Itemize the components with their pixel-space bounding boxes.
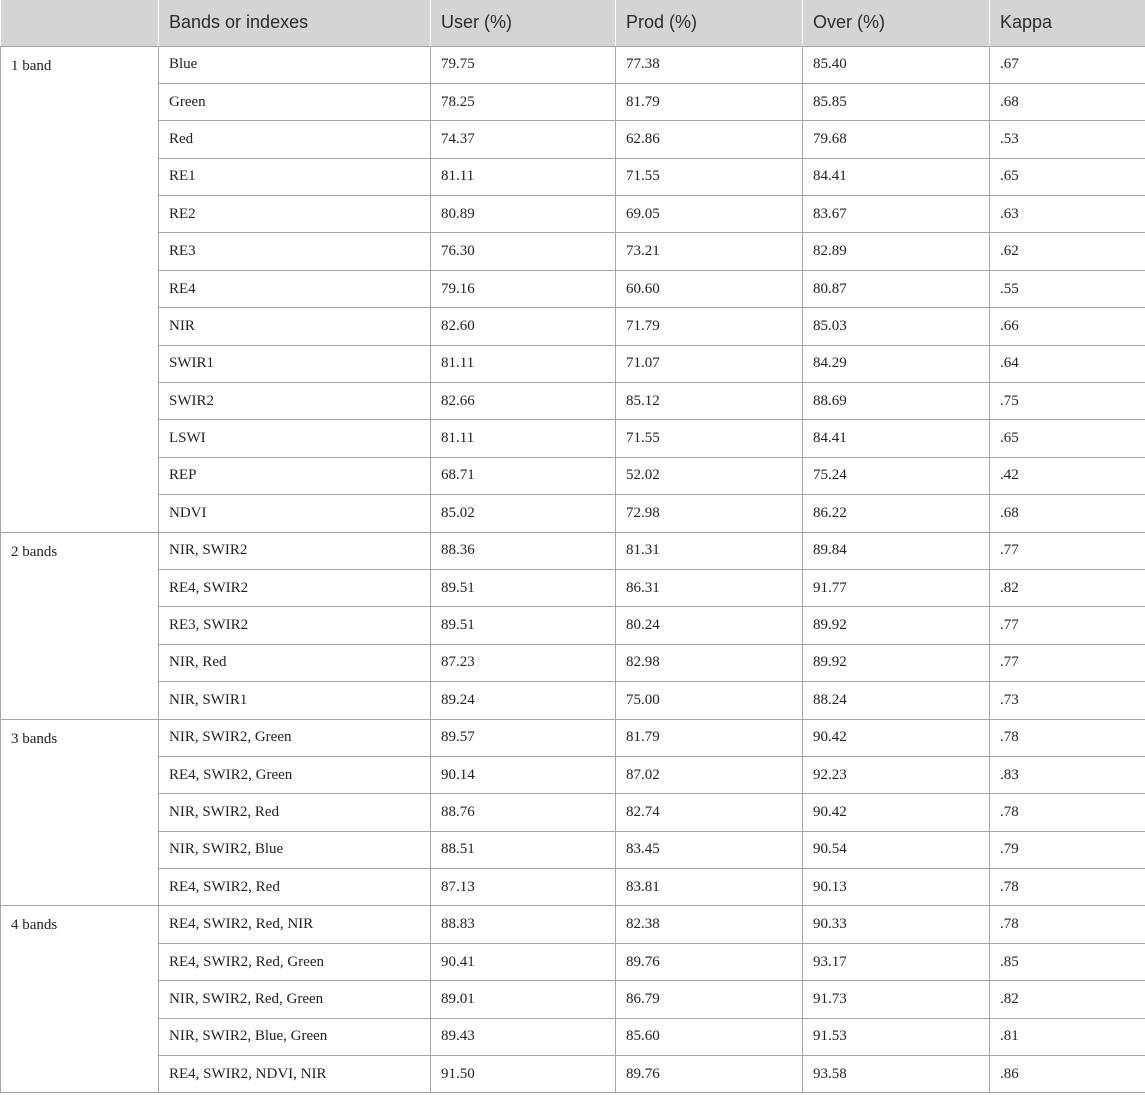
band-cell: NIR, SWIR2, Blue: [159, 831, 431, 868]
header-user: User (%): [431, 0, 616, 46]
kappa-cell: .66: [990, 308, 1145, 345]
prod-cell: 82.98: [616, 644, 803, 681]
over-cell: 90.54: [803, 831, 990, 868]
band-cell: RE4: [159, 270, 431, 307]
prod-cell: 81.79: [616, 719, 803, 756]
user-cell: 80.89: [431, 196, 616, 233]
prod-cell: 71.07: [616, 345, 803, 382]
header-bands: Bands or indexes: [159, 0, 431, 46]
user-cell: 89.51: [431, 607, 616, 644]
table-row: [1, 1056, 1145, 1093]
table-row: [1, 943, 1145, 980]
table-row: [1, 682, 1145, 719]
prod-cell: 82.74: [616, 794, 803, 831]
kappa-cell: .79: [990, 831, 1145, 868]
over-cell: 90.33: [803, 906, 990, 943]
band-cell: NIR, SWIR2, Red: [159, 794, 431, 831]
over-cell: 91.77: [803, 569, 990, 606]
table-row: [1, 644, 1145, 681]
table-row: [1, 831, 1145, 868]
prod-cell: 86.31: [616, 569, 803, 606]
user-cell: 89.57: [431, 719, 616, 756]
over-cell: 90.42: [803, 794, 990, 831]
band-cell: RE4, SWIR2, Red, Green: [159, 943, 431, 980]
user-cell: 90.14: [431, 756, 616, 793]
kappa-cell: .78: [990, 869, 1145, 906]
kappa-cell: .55: [990, 270, 1145, 307]
kappa-cell: .82: [990, 569, 1145, 606]
user-cell: 78.25: [431, 83, 616, 120]
kappa-cell: .53: [990, 121, 1145, 158]
group-label-cell: 2 bands: [1, 532, 159, 719]
table-row: [1, 345, 1145, 382]
user-cell: 81.11: [431, 158, 616, 195]
table-row: [1, 569, 1145, 606]
table-row: [1, 794, 1145, 831]
kappa-cell: .82: [990, 981, 1145, 1018]
prod-cell: 62.86: [616, 121, 803, 158]
over-cell: 93.17: [803, 943, 990, 980]
prod-cell: 85.12: [616, 383, 803, 420]
band-cell: Blue: [159, 46, 431, 83]
table-row: [1, 906, 1145, 943]
kappa-cell: .42: [990, 457, 1145, 494]
kappa-cell: .86: [990, 1056, 1145, 1093]
table-row: [1, 756, 1145, 793]
band-cell: RE3, SWIR2: [159, 607, 431, 644]
band-cell: RE4, SWIR2: [159, 569, 431, 606]
band-cell: REP: [159, 457, 431, 494]
over-cell: 90.13: [803, 869, 990, 906]
prod-cell: 60.60: [616, 270, 803, 307]
table-row: [1, 1018, 1145, 1055]
over-cell: 75.24: [803, 457, 990, 494]
header-group: [1, 0, 159, 46]
band-cell: NIR, SWIR2, Green: [159, 719, 431, 756]
band-cell: RE1: [159, 158, 431, 195]
kappa-cell: .67: [990, 46, 1145, 83]
band-cell: SWIR2: [159, 383, 431, 420]
user-cell: 89.24: [431, 682, 616, 719]
table-row: [1, 83, 1145, 120]
kappa-cell: .75: [990, 383, 1145, 420]
user-cell: 89.51: [431, 569, 616, 606]
over-cell: 82.89: [803, 233, 990, 270]
user-cell: 91.50: [431, 1056, 616, 1093]
header-kappa: Kappa: [990, 0, 1145, 46]
over-cell: 85.03: [803, 308, 990, 345]
band-cell: NIR, SWIR2, Blue, Green: [159, 1018, 431, 1055]
user-cell: 68.71: [431, 457, 616, 494]
table-row: [1, 719, 1145, 756]
kappa-cell: .64: [990, 345, 1145, 382]
over-cell: 92.23: [803, 756, 990, 793]
prod-cell: 83.81: [616, 869, 803, 906]
over-cell: 91.53: [803, 1018, 990, 1055]
prod-cell: 81.79: [616, 83, 803, 120]
group-label-cell: 4 bands: [1, 906, 159, 1093]
table-row: [1, 46, 1145, 83]
user-cell: 74.37: [431, 121, 616, 158]
over-cell: 84.29: [803, 345, 990, 382]
header-over: Over (%): [803, 0, 990, 46]
over-cell: 85.40: [803, 46, 990, 83]
table-row: [1, 532, 1145, 569]
prod-cell: 71.79: [616, 308, 803, 345]
prod-cell: 89.76: [616, 1056, 803, 1093]
over-cell: 90.42: [803, 719, 990, 756]
kappa-cell: .63: [990, 196, 1145, 233]
kappa-cell: .77: [990, 644, 1145, 681]
kappa-cell: .65: [990, 158, 1145, 195]
prod-cell: 77.38: [616, 46, 803, 83]
band-cell: RE4, SWIR2, Green: [159, 756, 431, 793]
prod-cell: 72.98: [616, 495, 803, 532]
table-row: [1, 869, 1145, 906]
band-cell: NIR, SWIR2: [159, 532, 431, 569]
prod-cell: 86.79: [616, 981, 803, 1018]
band-cell: Green: [159, 83, 431, 120]
band-cell: RE3: [159, 233, 431, 270]
prod-cell: 71.55: [616, 158, 803, 195]
prod-cell: 69.05: [616, 196, 803, 233]
kappa-cell: .68: [990, 495, 1145, 532]
over-cell: 85.85: [803, 83, 990, 120]
band-cell: NIR, Red: [159, 644, 431, 681]
kappa-cell: .85: [990, 943, 1145, 980]
prod-cell: 80.24: [616, 607, 803, 644]
user-cell: 76.30: [431, 233, 616, 270]
user-cell: 88.36: [431, 532, 616, 569]
kappa-cell: .78: [990, 794, 1145, 831]
band-cell: RE2: [159, 196, 431, 233]
user-cell: 82.66: [431, 383, 616, 420]
kappa-cell: .78: [990, 719, 1145, 756]
over-cell: 93.58: [803, 1056, 990, 1093]
over-cell: 89.84: [803, 532, 990, 569]
user-cell: 89.01: [431, 981, 616, 1018]
band-cell: NIR, SWIR2, Red, Green: [159, 981, 431, 1018]
user-cell: 88.76: [431, 794, 616, 831]
table-body: [1, 46, 1145, 1093]
user-cell: 88.83: [431, 906, 616, 943]
kappa-cell: .77: [990, 532, 1145, 569]
band-cell: NIR, SWIR1: [159, 682, 431, 719]
kappa-cell: .73: [990, 682, 1145, 719]
over-cell: 83.67: [803, 196, 990, 233]
kappa-cell: .77: [990, 607, 1145, 644]
prod-cell: 83.45: [616, 831, 803, 868]
over-cell: 79.68: [803, 121, 990, 158]
over-cell: 84.41: [803, 158, 990, 195]
user-cell: 79.75: [431, 46, 616, 83]
prod-cell: 52.02: [616, 457, 803, 494]
group-label-cell: 1 band: [1, 46, 159, 532]
band-cell: RE4, SWIR2, Red, NIR: [159, 906, 431, 943]
table-row: [1, 158, 1145, 195]
over-cell: 91.73: [803, 981, 990, 1018]
user-cell: 81.11: [431, 420, 616, 457]
table-row: [1, 981, 1145, 1018]
header-row: [1, 0, 1145, 46]
prod-cell: 73.21: [616, 233, 803, 270]
table-row: [1, 495, 1145, 532]
prod-cell: 75.00: [616, 682, 803, 719]
table-row: [1, 196, 1145, 233]
prod-cell: 71.55: [616, 420, 803, 457]
kappa-cell: .65: [990, 420, 1145, 457]
over-cell: 80.87: [803, 270, 990, 307]
table-row: [1, 607, 1145, 644]
user-cell: 90.41: [431, 943, 616, 980]
band-cell: NIR: [159, 308, 431, 345]
kappa-cell: .78: [990, 906, 1145, 943]
user-cell: 89.43: [431, 1018, 616, 1055]
band-cell: LSWI: [159, 420, 431, 457]
user-cell: 82.60: [431, 308, 616, 345]
header-prod: Prod (%): [616, 0, 803, 46]
prod-cell: 81.31: [616, 532, 803, 569]
band-cell: RE4, SWIR2, Red: [159, 869, 431, 906]
band-cell: NDVI: [159, 495, 431, 532]
table-row: [1, 270, 1145, 307]
table-row: [1, 383, 1145, 420]
prod-cell: 89.76: [616, 943, 803, 980]
over-cell: 88.69: [803, 383, 990, 420]
group-label-cell: 3 bands: [1, 719, 159, 906]
prod-cell: 85.60: [616, 1018, 803, 1055]
kappa-cell: .68: [990, 83, 1145, 120]
user-cell: 85.02: [431, 495, 616, 532]
user-cell: 81.11: [431, 345, 616, 382]
prod-cell: 87.02: [616, 756, 803, 793]
kappa-cell: .81: [990, 1018, 1145, 1055]
over-cell: 84.41: [803, 420, 990, 457]
user-cell: 88.51: [431, 831, 616, 868]
kappa-cell: .83: [990, 756, 1145, 793]
band-cell: RE4, SWIR2, NDVI, NIR: [159, 1056, 431, 1093]
table-row: [1, 308, 1145, 345]
prod-cell: 82.38: [616, 906, 803, 943]
table-row: [1, 121, 1145, 158]
table-row: [1, 233, 1145, 270]
user-cell: 87.23: [431, 644, 616, 681]
over-cell: 89.92: [803, 644, 990, 681]
table-row: [1, 457, 1145, 494]
over-cell: 88.24: [803, 682, 990, 719]
user-cell: 79.16: [431, 270, 616, 307]
table-row: [1, 420, 1145, 457]
over-cell: 86.22: [803, 495, 990, 532]
user-cell: 87.13: [431, 869, 616, 906]
over-cell: 89.92: [803, 607, 990, 644]
kappa-cell: .62: [990, 233, 1145, 270]
band-cell: SWIR1: [159, 345, 431, 382]
band-cell: Red: [159, 121, 431, 158]
